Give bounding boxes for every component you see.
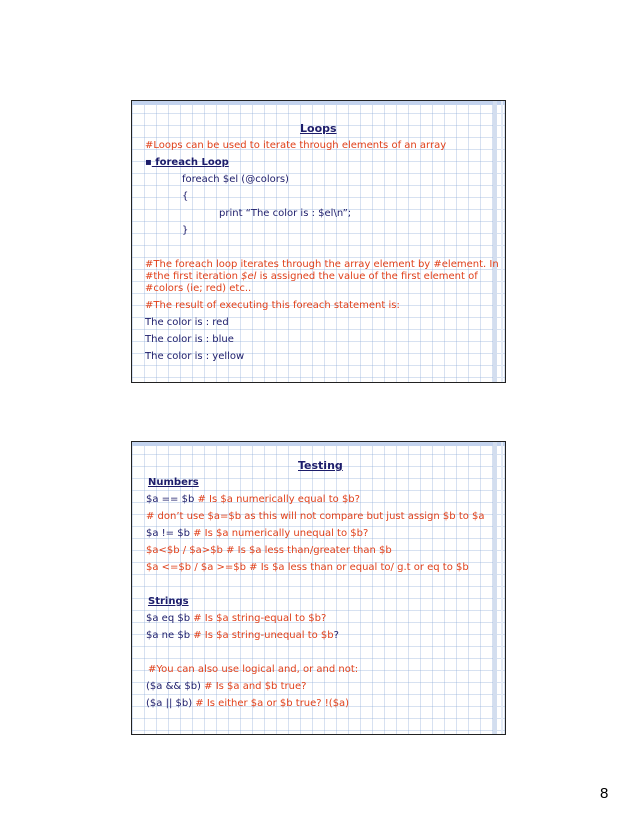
slide-testing bbox=[131, 441, 506, 735]
code-text: ($a || $b) bbox=[146, 698, 196, 709]
numbers-line bbox=[146, 528, 368, 540]
description-text: #the first iteration bbox=[145, 271, 242, 282]
slide-top-border bbox=[132, 442, 505, 446]
comment-text: # Is $a string-equal to $b? bbox=[193, 613, 327, 624]
result-line: The color is : yellow bbox=[145, 351, 245, 362]
numbers-line bbox=[146, 562, 469, 574]
bullet-marker: ▪ bbox=[145, 157, 152, 168]
numbers-heading: Numbers bbox=[148, 477, 199, 488]
comment-text: # Is $a and $b true? bbox=[204, 681, 307, 692]
description-line: #The foreach loop iterates through the array element by #element. In bbox=[145, 259, 499, 270]
slide-title: Loops bbox=[300, 122, 337, 135]
slide-right-border-outer bbox=[501, 101, 503, 382]
comment-text: # Is either $a or $b true? !($a) bbox=[195, 698, 350, 709]
slide-top-border bbox=[132, 101, 505, 105]
code-line: } bbox=[182, 225, 189, 236]
logical-line bbox=[146, 698, 349, 710]
slide-right-border bbox=[493, 442, 497, 734]
comment-text: # don’t use $a=$b as this will not compare but just assign $b to $a bbox=[146, 511, 485, 522]
description-text: is assigned the value of the first element of bbox=[256, 271, 478, 282]
code-text: ($a && $b) bbox=[146, 681, 205, 692]
description-line bbox=[145, 271, 478, 283]
numbers-line bbox=[146, 511, 485, 523]
slide-right-border-outer bbox=[501, 442, 503, 734]
comment-text: # Is $a string-unequal to $b bbox=[193, 630, 334, 641]
slide-title: Testing bbox=[298, 459, 343, 472]
comment-text: $a <=$b / $a >=$b # Is $a less than or equal to/ g.t or eq to $b bbox=[146, 562, 469, 573]
result-intro: #The result of executing this foreach statement is: bbox=[145, 300, 400, 311]
strings-heading: Strings bbox=[148, 596, 189, 607]
bullet-heading bbox=[145, 157, 229, 169]
strings-line bbox=[146, 630, 339, 642]
result-line: The color is : red bbox=[145, 317, 229, 328]
slide-right-border bbox=[493, 101, 497, 382]
code-line: print “The color is : $el\n”; bbox=[219, 208, 352, 219]
code-text: $a ne $b bbox=[146, 630, 194, 641]
logical-intro: #You can also use logical and, or and not: bbox=[148, 664, 359, 675]
code-line: { bbox=[182, 191, 189, 202]
slide-loops bbox=[131, 100, 506, 383]
code-text: $a eq $b bbox=[146, 613, 194, 624]
comment-text: # Is $a numerically equal to $b? bbox=[197, 494, 360, 505]
page-number: 8 bbox=[600, 785, 609, 802]
comment-text: # Is $a numerically unequal to $b? bbox=[193, 528, 369, 539]
bullet-heading-text: foreach Loop bbox=[151, 157, 229, 168]
description-line: #colors (ie; red) etc.. bbox=[145, 283, 252, 294]
code-text: $a != $b bbox=[146, 528, 194, 539]
code-line: foreach $el (@colors) bbox=[182, 174, 289, 185]
intro-text: #Loops can be used to iterate through elements of an array bbox=[145, 140, 447, 151]
comment-text: $a<$b / $a>$b # Is $a less than/greater than $b bbox=[146, 545, 392, 556]
code-text: $a == $b bbox=[146, 494, 198, 505]
strings-line bbox=[146, 613, 326, 625]
code-text: ? bbox=[333, 630, 339, 641]
numbers-line bbox=[146, 494, 360, 506]
variable-name: $el bbox=[241, 271, 257, 282]
numbers-line bbox=[146, 545, 392, 557]
result-line: The color is : blue bbox=[145, 334, 234, 345]
logical-line bbox=[146, 681, 306, 693]
